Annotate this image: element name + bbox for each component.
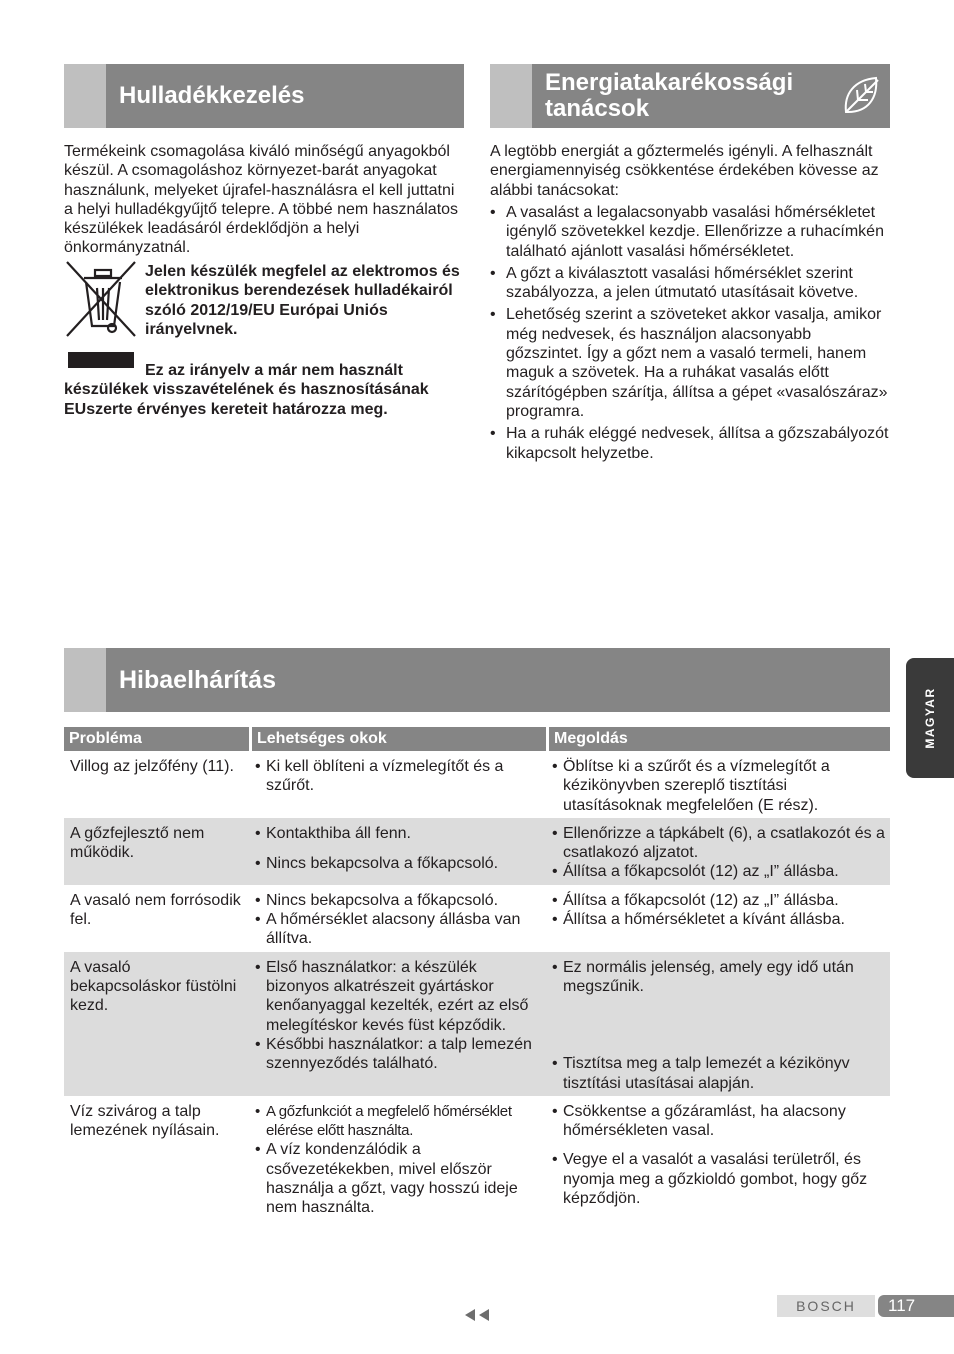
bullet: •	[490, 425, 496, 443]
cause-item	[255, 1140, 542, 1217]
solution-item	[552, 824, 886, 863]
solution-text: Ez normális jelenség, amely egy idő után megszűnik.	[563, 958, 854, 995]
cause-item	[255, 958, 542, 1035]
table-row	[64, 885, 890, 952]
cause-item	[255, 1102, 542, 1141]
bullet: •	[255, 911, 261, 929]
list-item	[490, 264, 890, 303]
solution-item	[552, 862, 886, 881]
bullet: •	[255, 1102, 260, 1120]
cause-item	[255, 1035, 542, 1074]
solution-item	[552, 910, 886, 929]
page-number: 117	[878, 1295, 954, 1317]
tip-text: Ha a ruhák eléggé nedvesek, állítsa a gőzszabályozót kikapcsolt helyzetbe.	[506, 425, 889, 462]
bullet: •	[255, 1141, 261, 1159]
problem-cell: A vasaló nem forrósodik fel.	[70, 891, 241, 929]
crossed-out-bin-icon	[64, 258, 138, 370]
solution-item	[552, 1102, 886, 1141]
brand-label: BOSCH	[777, 1295, 875, 1317]
bullet: •	[552, 891, 558, 909]
column-header-solution: Megoldás	[546, 727, 890, 751]
cause-text: A gőzfunkciót a megfelelő hőmérséklet elérése előtt használta.	[266, 1102, 512, 1140]
table-row	[64, 818, 890, 885]
solution-text: Öblítse ki a szűrőt és a vízmelegítőt a kézikönyvben szereplő tisztítási utasításoknak megfelelően (E rész).	[563, 758, 830, 814]
solution-text: Csökkentse a gőzáramlást, ha alacsony hőmérsékleten vasal.	[563, 1102, 846, 1140]
bullet: •	[490, 264, 496, 282]
troubleshooting-table	[64, 727, 890, 1221]
solutions-cell	[546, 1096, 890, 1221]
cause-text: A hőmérséklet alacsony állásba van állítva.	[266, 911, 521, 948]
solution-text: Vegye el a vasalót a vasalási területről, és nyomja meg a gőzkioldó gombot, hogy gőz képződjön.	[563, 1151, 868, 1208]
energy-section-header	[490, 64, 890, 128]
tip-text: A gőzt a kiválasztott vasalási hőmérséklet szerint szabályozza, a jelen útmutató utasításait követve.	[506, 264, 859, 302]
bullet: •	[255, 758, 261, 775]
troubleshooting-title: Hibaelhárítás	[119, 666, 277, 694]
solution-text: Tisztítsa meg a talp lemezét a kézikönyv tisztítási utasításai alapján.	[563, 1055, 850, 1092]
cause-item	[255, 891, 542, 910]
cause-text: Nincs bekapcsolva a főkapcsoló.	[266, 891, 499, 909]
table-row	[64, 1096, 890, 1221]
solution-item	[552, 958, 886, 997]
header-stripe	[64, 64, 106, 128]
bullet: •	[255, 855, 261, 873]
bullet: •	[552, 863, 558, 881]
cause-text: Kontakthiba áll fenn.	[266, 824, 411, 842]
solutions-cell	[546, 751, 890, 818]
waste-paragraph: Termékeink csomagolása kiváló minőségű anyagokból készül. A csomagoláshoz környezet-barát anyagokat használunk, melyeket újrafel-használásra el kell juttatni a helyi hulladékgyűjtő telepre. A többé nem használatos készülékek leadásáról érdeklődjön a helyi önkormányzatnál.	[64, 143, 459, 257]
causes-cell	[249, 818, 546, 885]
causes-cell	[249, 952, 546, 1096]
column-header-problem: Probléma	[64, 727, 249, 751]
energy-title-line1: Energiatakarékossági	[545, 69, 794, 96]
bullet: •	[552, 958, 558, 976]
bullet: •	[255, 958, 261, 976]
solution-text: Állítsa a főkapcsolót (12) az „I” állásba.	[563, 863, 839, 881]
bullet: •	[490, 204, 496, 221]
tip-text: Lehetőség szerint a szöveteket akkor vasalja, amikor még nedvesek, és használjon alacsonyabb gőzszintet. Így a gőzt nem a vasaló termeli, hanem maguk a szövetek. Ha a ruhákat vasalás előtt szárítógépben szárítja, állítsa a gépet «vasalószáraz» programra.	[506, 306, 888, 420]
bullet: •	[552, 824, 558, 842]
double-left-arrow-icon[interactable]	[463, 1307, 493, 1323]
leaf-icon	[840, 74, 884, 118]
bullet: •	[552, 1151, 558, 1169]
solution-text: Állítsa a főkapcsolót (12) az „I” állásba.	[563, 891, 839, 909]
bullet: •	[552, 911, 558, 929]
weee-directive-text: Jelen készülék megfelel az elektromos és elektronikus berendezések hulladékairól szóló 2012/19/EU Európai Uniós irányelvnek.	[145, 263, 460, 338]
solutions-cell	[546, 818, 890, 885]
language-tab-label: MAGYAR	[923, 687, 937, 749]
list-item	[490, 203, 890, 261]
problem-cell: Villog az jelzőfény (11).	[70, 758, 234, 775]
header-stripe	[490, 64, 532, 128]
cause-text: Nincs bekapcsolva a főkapcsoló.	[266, 855, 499, 873]
cause-text: A víz kondenzálódik a csővezetékekben, mivel először használja a gőzt, vagy hosszú ideje nem használta.	[266, 1141, 518, 1217]
bullet: •	[552, 1055, 558, 1073]
cause-item	[255, 824, 542, 843]
tip-text: A vasalást a legalacsonyabb vasalási hőmérsékletet igénylő szövetekkel kezdje. Ellenőrizze a ruhacímkén található ajánlott vasalási hőmérsékletet.	[506, 204, 884, 260]
solution-text: Ellenőrizze a tápkábelt (6), a csatlakozót és a csatlakozó aljzatot.	[563, 824, 885, 862]
energy-tips-list	[490, 203, 890, 466]
cause-text: Későbbi használatkor: a talp lemezén szennyeződés található.	[266, 1035, 532, 1073]
bullet: •	[552, 758, 558, 775]
language-tab[interactable]	[906, 658, 954, 778]
problem-cell: Víz szivárog a talp lemezének nyílásain.	[70, 1102, 220, 1140]
troubleshooting-section-header	[64, 648, 890, 712]
cause-item	[255, 854, 542, 873]
list-item	[490, 424, 890, 463]
problem-cell: A gőzfejlesztő nem működik.	[64, 818, 249, 885]
solutions-cell	[546, 885, 890, 952]
causes-cell	[249, 885, 546, 952]
bullet: •	[255, 824, 261, 842]
waste-title: Hulladékkezelés	[119, 82, 305, 109]
table-row	[64, 952, 890, 1096]
solution-item	[552, 757, 886, 815]
waste-section-header	[64, 64, 464, 128]
header-stripe	[64, 648, 106, 712]
cause-text: Ki kell öblíteni a vízmelegítőt és a szűrőt.	[266, 758, 504, 795]
solutions-cell	[546, 952, 890, 1096]
list-item	[490, 305, 890, 421]
solution-text: Állítsa a hőmérsékletet a kívánt állásba.	[563, 911, 845, 929]
column-header-causes: Lehetséges okok	[249, 727, 546, 751]
energy-intro: A legtöbb energiát a gőztermelés igényli. A felhasznált energiamennyiség csökkentése érdekében kövesse az alábbi tanácsokat:	[490, 143, 879, 199]
cause-item	[255, 910, 542, 949]
weee-framework-text: Ez az irányelv a már nem használt készülékek visszavételének és hasznosításának EUszerte érvényes kereteit határozza meg.	[64, 362, 429, 418]
solution-item	[552, 1150, 886, 1208]
cause-text: Első használatkor: a készülék bizonyos alkatrészeit gyártáskor kenőanyaggal kezelték, ezért az első melegítéskor kevés füst képződik.	[266, 958, 529, 1034]
table-row	[64, 751, 890, 818]
problem-cell: A vasaló bekapcsoláskor füstölni kezd.	[64, 952, 249, 1096]
bullet: •	[255, 891, 261, 909]
bullet: •	[552, 1102, 558, 1120]
solution-item	[552, 891, 886, 910]
causes-cell	[249, 751, 546, 818]
solution-item	[552, 1054, 886, 1093]
cause-item	[255, 757, 542, 796]
causes-cell	[249, 1096, 546, 1221]
table-header-row	[64, 727, 890, 751]
energy-title	[545, 70, 793, 122]
energy-title-line2: tanácsok	[545, 95, 650, 122]
bullet: •	[490, 306, 496, 324]
bullet: •	[255, 1035, 261, 1053]
